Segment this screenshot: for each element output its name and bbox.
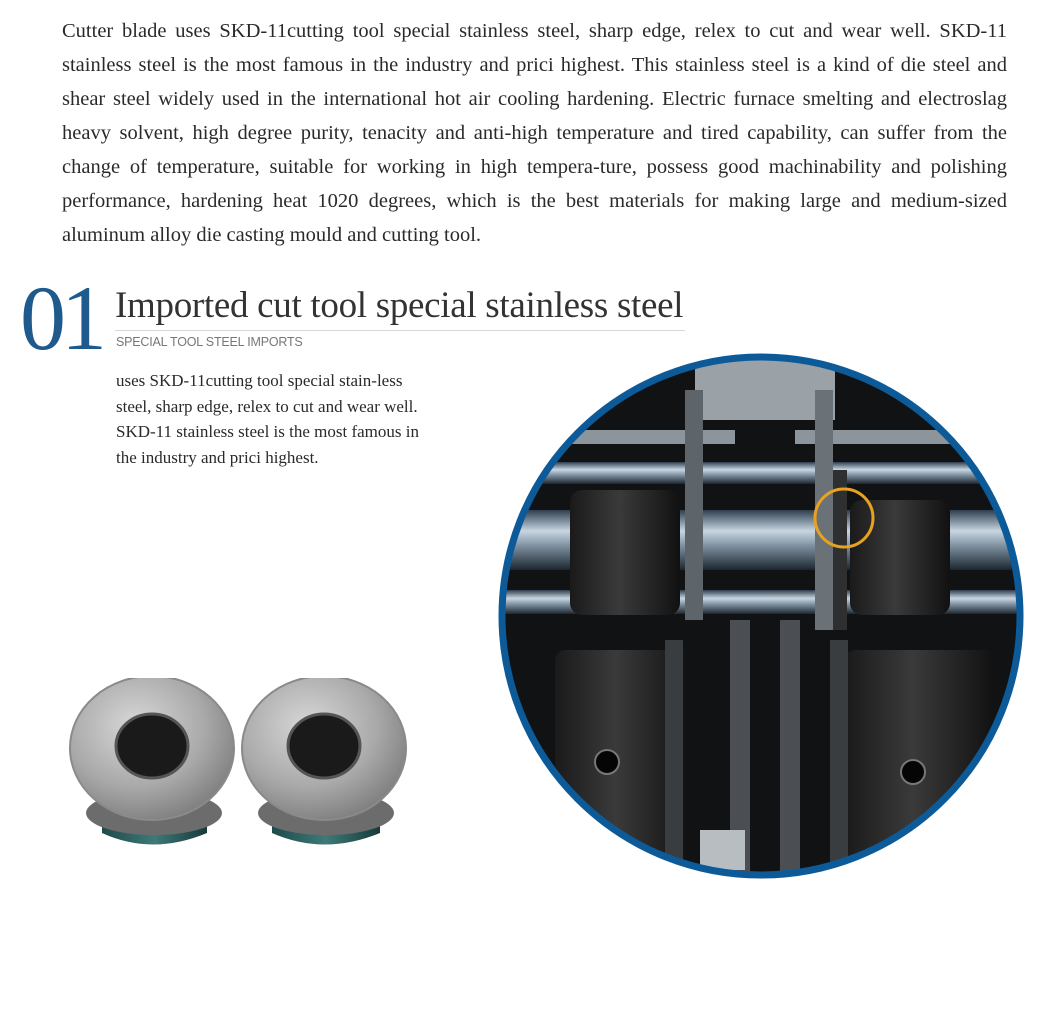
section-title: Imported cut tool special stainless steel	[115, 285, 684, 326]
section-description: uses SKD-11cutting tool special stain-less steel, sharp edge, relex to cut and wear well. SKD-11 stainless steel is the most famous in the industry and prici highest.	[116, 371, 419, 467]
section-subtitle: SPECIAL TOOL STEEL IMPORTS	[116, 335, 303, 349]
bushing-pair-photo	[62, 678, 412, 858]
bushing-left	[70, 678, 234, 845]
section-number: 01	[20, 267, 102, 369]
intro-paragraph: Cutter blade uses SKD-11cutting tool special stainless steel, sharp edge, relex to cut and wear well. SKD-11 stainless steel is the most famous in the industry and prici highest. This stainless steel is a kind of die steel and shear steel widely used in the international hot air cooling hardening. Electric furnace smelting and electroslag heavy solvent, high degree purity, tenacity and anti-high temperature and tired capability, can suffer from the change of temperature, suitable for working in high tempera-ture, possess good machinability and polishing performance, hardening heat 1020 degrees, which is the best materials for making large and medium-sized aluminum alloy die casting mould and cutting tool.	[62, 20, 1007, 246]
title-divider	[115, 330, 685, 331]
bushing-right	[242, 678, 406, 845]
cutter-machine-closeup-photo	[495, 350, 1030, 885]
